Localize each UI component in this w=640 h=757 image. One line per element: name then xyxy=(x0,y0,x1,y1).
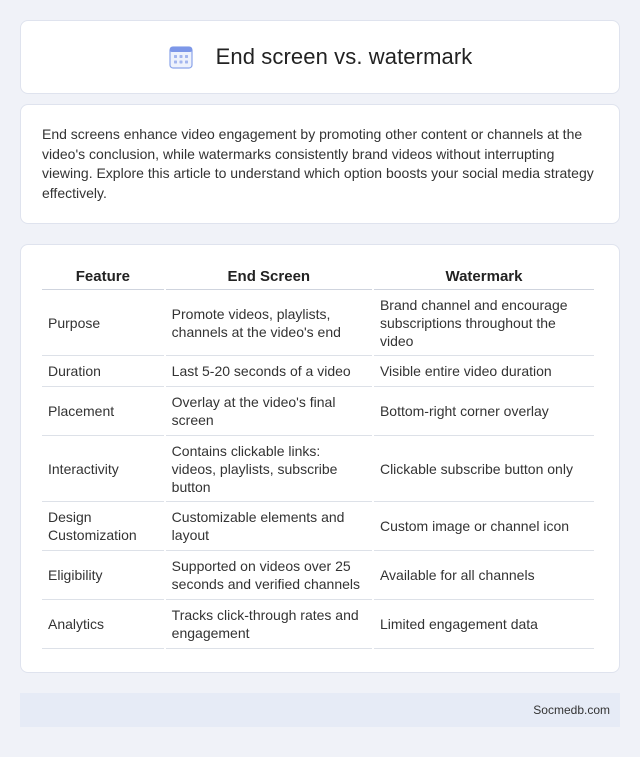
feature-cell: Placement xyxy=(42,387,164,436)
feature-cell: Eligibility xyxy=(42,551,164,600)
end-screen-cell: Promote videos, playlists, channels at the video's end xyxy=(166,290,372,356)
watermark-cell: Visible entire video duration xyxy=(374,356,594,387)
end-screen-cell: Last 5-20 seconds of a video xyxy=(166,356,372,387)
header-end-screen: End Screen xyxy=(166,263,372,290)
watermark-cell: Limited engagement data xyxy=(374,600,594,649)
table-header-row xyxy=(42,263,594,290)
feature-cell: Purpose xyxy=(42,290,164,356)
feature-cell: Design Customization xyxy=(42,502,164,551)
feature-cell: Analytics xyxy=(42,600,164,649)
watermark-cell: Custom image or channel icon xyxy=(374,502,594,551)
end-screen-cell: Supported on videos over 25 seconds and verified channels xyxy=(166,551,372,600)
table-row xyxy=(42,290,594,356)
header-watermark: Watermark xyxy=(374,263,594,290)
header-feature: Feature xyxy=(42,263,164,290)
watermark-cell: Available for all channels xyxy=(374,551,594,600)
footer-source: Socmedb.com xyxy=(533,703,610,717)
comparison-table xyxy=(40,263,596,649)
end-screen-cell: Tracks click-through rates and engagement xyxy=(166,600,372,649)
table-row xyxy=(42,436,594,502)
table-row xyxy=(42,600,594,649)
end-screen-cell: Overlay at the video's final screen xyxy=(166,387,372,436)
calendar-icon xyxy=(168,44,194,70)
title-card xyxy=(20,20,620,94)
watermark-cell: Brand channel and encourage subscriptions throughout the video xyxy=(374,290,594,356)
watermark-cell: Clickable subscribe button only xyxy=(374,436,594,502)
feature-cell: Interactivity xyxy=(42,436,164,502)
watermark-cell: Bottom-right corner overlay xyxy=(374,387,594,436)
table-row xyxy=(42,387,594,436)
end-screen-cell: Contains clickable links: videos, playlists, subscribe button xyxy=(166,436,372,502)
table-row xyxy=(42,502,594,551)
footer xyxy=(20,693,620,727)
table-row xyxy=(42,356,594,387)
page-title: End screen vs. watermark xyxy=(215,44,473,69)
intro-text: End screens enhance video engagement by promoting other content or channels at the video's conclusion, while watermarks consistently brand videos without interrupting viewing. Explore this article to understand which option boosts your social media strategy effectively. xyxy=(42,126,594,201)
table-row xyxy=(42,551,594,600)
feature-cell: Duration xyxy=(42,356,164,387)
end-screen-cell: Customizable elements and layout xyxy=(166,502,372,551)
comparison-card xyxy=(20,244,620,673)
intro-card xyxy=(20,104,620,224)
